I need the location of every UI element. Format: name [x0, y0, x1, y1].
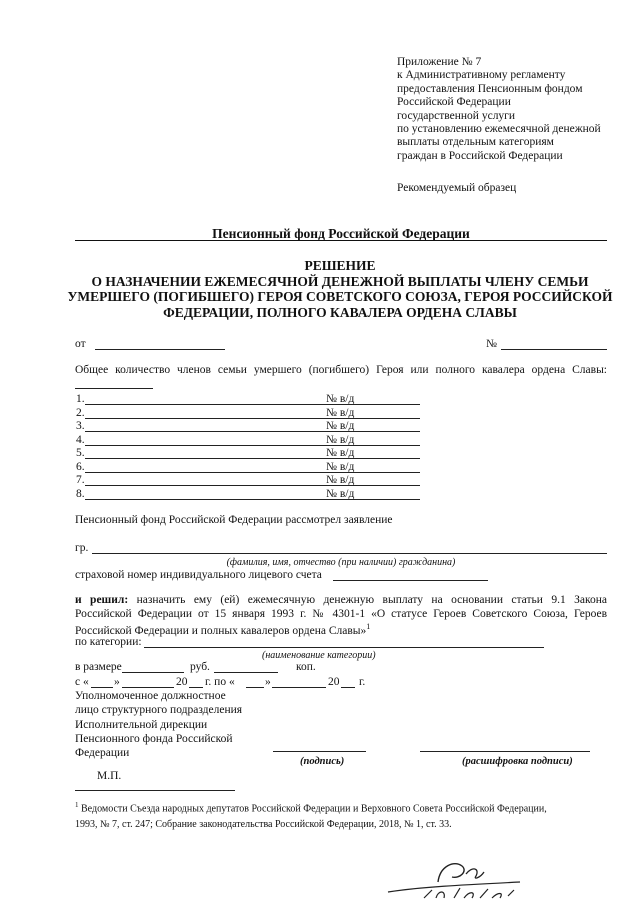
period-from-day-field[interactable]: [91, 687, 113, 688]
member-doc-label: № в/д: [326, 420, 355, 432]
decision-bold: и решил:: [75, 594, 129, 606]
member-row: [76, 447, 421, 460]
member-number: 6.: [76, 460, 85, 473]
member-doc-field[interactable]: [348, 431, 420, 432]
number-label: №: [486, 338, 497, 350]
appendix-line: государственной услуги: [397, 109, 516, 122]
citizen-hint: (фамилия, имя, отчество (при наличии) гражданина): [226, 557, 456, 568]
member-doc-label: № в/д: [326, 487, 355, 500]
official-line: Уполномоченное должностное: [75, 690, 226, 702]
amount-kop-label: коп.: [296, 661, 316, 673]
decode-hint: (расшифровка подписи): [462, 756, 573, 767]
member-row: [76, 488, 421, 501]
member-number: 4.: [76, 433, 85, 446]
appendix-line: по установлению ежемесячной денежной: [397, 123, 601, 136]
appendix-line: к Административному регламенту: [397, 69, 566, 82]
period-from-open: с «: [75, 676, 89, 688]
appendix-line: выплаты отдельным категориям: [397, 136, 554, 149]
organization-underline: [75, 240, 607, 241]
appendix-line: Российской Федерации: [397, 96, 511, 109]
member-doc-label: № в/д: [326, 460, 355, 473]
decision-text: назначить ему (ей) ежемесячную денежную выплату на основании статьи 9.1 Закона: [136, 594, 607, 606]
official-block: [75, 689, 242, 760]
citizen-prefix: гр.: [75, 542, 89, 554]
appendix-line: Приложение № 7: [397, 56, 482, 68]
members-count-field[interactable]: [75, 388, 153, 389]
decision-line-1: [75, 594, 607, 606]
member-doc-label: № в/д: [326, 406, 355, 419]
member-row: [76, 393, 421, 406]
member-row: [76, 420, 421, 433]
member-number: 8.: [76, 487, 85, 500]
category-label: по категории:: [75, 636, 142, 648]
period-to-day-field[interactable]: [246, 687, 264, 688]
appendix-header: [397, 56, 627, 163]
amount-label: в размере: [75, 661, 122, 673]
amount-kop-field[interactable]: [214, 672, 278, 673]
signature-hint: (подпись): [300, 756, 345, 767]
footnote-line: [75, 797, 607, 817]
member-doc-field[interactable]: [348, 485, 420, 486]
member-doc-label: № в/д: [326, 474, 355, 486]
title-line: О НАЗНАЧЕНИИ ЕЖЕМЕСЯЧНОЙ ДЕНЕЖНОЙ ВЫПЛАТЫ ЧЛЕНУ СЕМЬИ: [91, 273, 589, 289]
member-row: [76, 434, 421, 447]
appendix-line: граждан в Российской Федерации: [397, 149, 563, 162]
member-doc-field[interactable]: [348, 472, 420, 473]
period-from-year: 20: [176, 676, 188, 688]
period-to-close: »: [265, 676, 271, 688]
decision-text: Российской Федерации и полных кавалеров ордена Славы»: [75, 624, 367, 637]
footnote-reference: 1: [366, 622, 371, 631]
footnote-separator: [75, 790, 235, 791]
footnote-line: 1993, № 7, ст. 247; Собрание законодательства Российской Федерации, 2018, № 1, ст. 33.: [75, 819, 452, 831]
amount-rub-label: руб.: [190, 661, 210, 673]
member-number: 3.: [76, 420, 85, 432]
footnote-text: Ведомости Съезда народных депутатов Российской Федерации и Верховного Совета Российской Федерации,: [81, 803, 547, 815]
citizen-name-field[interactable]: [92, 553, 607, 554]
official-line: Федерации: [75, 747, 130, 760]
snils-field[interactable]: [333, 580, 488, 581]
member-doc-label: № в/д: [326, 433, 355, 446]
member-number: 2.: [76, 406, 85, 419]
member-row: [76, 461, 421, 474]
title-line: РЕШЕНИЕ: [304, 258, 376, 273]
official-line: лицо структурного подразделения: [75, 704, 243, 717]
member-doc-label: № в/д: [326, 393, 355, 405]
title-line: УМЕРШЕГО (ПОГИБШЕГО) ГЕРОЯ СОВЕТСКОГО СОЮЗА, ГЕРОЯ РОССИЙСКОЙ: [67, 289, 613, 304]
period-to-year: 20: [328, 676, 340, 688]
official-line: Пенсионного фонда Российской: [75, 732, 233, 745]
member-doc-label: № в/д: [326, 447, 355, 459]
member-doc-field[interactable]: [348, 418, 420, 419]
signature-decode-field[interactable]: [420, 751, 590, 752]
stamp-place: М.П.: [97, 770, 122, 782]
decision-line-2: Российской Федерации от 15 января 1993 г. № 4301-1 «О статусе Героев Советского Союза, Героев: [75, 608, 607, 620]
member-doc-field[interactable]: [348, 499, 420, 500]
organization-name: Пенсионный фонд Российской Федерации: [212, 226, 470, 241]
member-row: [76, 474, 421, 487]
member-doc-field[interactable]: [348, 458, 420, 459]
snils-label: страховой номер индивидуального лицевого счета: [75, 569, 322, 581]
category-field[interactable]: [144, 647, 544, 648]
period-to-year-field[interactable]: [341, 687, 355, 688]
handwritten-signature: [380, 852, 530, 902]
number-field[interactable]: [501, 349, 607, 350]
date-label: от: [75, 338, 86, 350]
period-from-month-field[interactable]: [122, 687, 174, 688]
period-g-po: г. по «: [205, 676, 235, 688]
footnote-mark: 1: [75, 801, 79, 809]
decision-line-3: [75, 622, 370, 637]
document-title: [60, 258, 620, 320]
member-number: 7.: [76, 474, 85, 486]
member-number: 1.: [76, 393, 85, 405]
member-row: [76, 407, 421, 420]
members-intro: Общее количество членов семьи умершего (погибшего) Героя или полного кавалера ордена Славы:: [75, 364, 607, 376]
official-line: Исполнительной дирекции: [75, 718, 208, 731]
appendix-line: предоставления Пенсионным фондом: [397, 82, 583, 95]
sample-note: Рекомендуемый образец: [397, 182, 517, 194]
category-hint: (наименование категории): [262, 650, 376, 661]
footnote: [75, 797, 607, 833]
member-doc-field[interactable]: [348, 404, 420, 405]
period-from-close: »: [114, 676, 120, 688]
period-to-month-field[interactable]: [272, 687, 326, 688]
member-doc-field[interactable]: [348, 445, 420, 446]
reviewed-statement: Пенсионный фонд Российской Федерации рассмотрел заявление: [75, 514, 393, 526]
signature-field[interactable]: [273, 751, 366, 752]
period-from-year-field[interactable]: [189, 687, 203, 688]
period-g-end: г.: [359, 676, 366, 688]
member-number: 5.: [76, 447, 85, 459]
title-line: ФЕДЕРАЦИИ, ПОЛНОГО КАВАЛЕРА ОРДЕНА СЛАВЫ: [163, 304, 517, 320]
date-field[interactable]: [95, 349, 225, 350]
amount-rub-field[interactable]: [122, 672, 184, 673]
